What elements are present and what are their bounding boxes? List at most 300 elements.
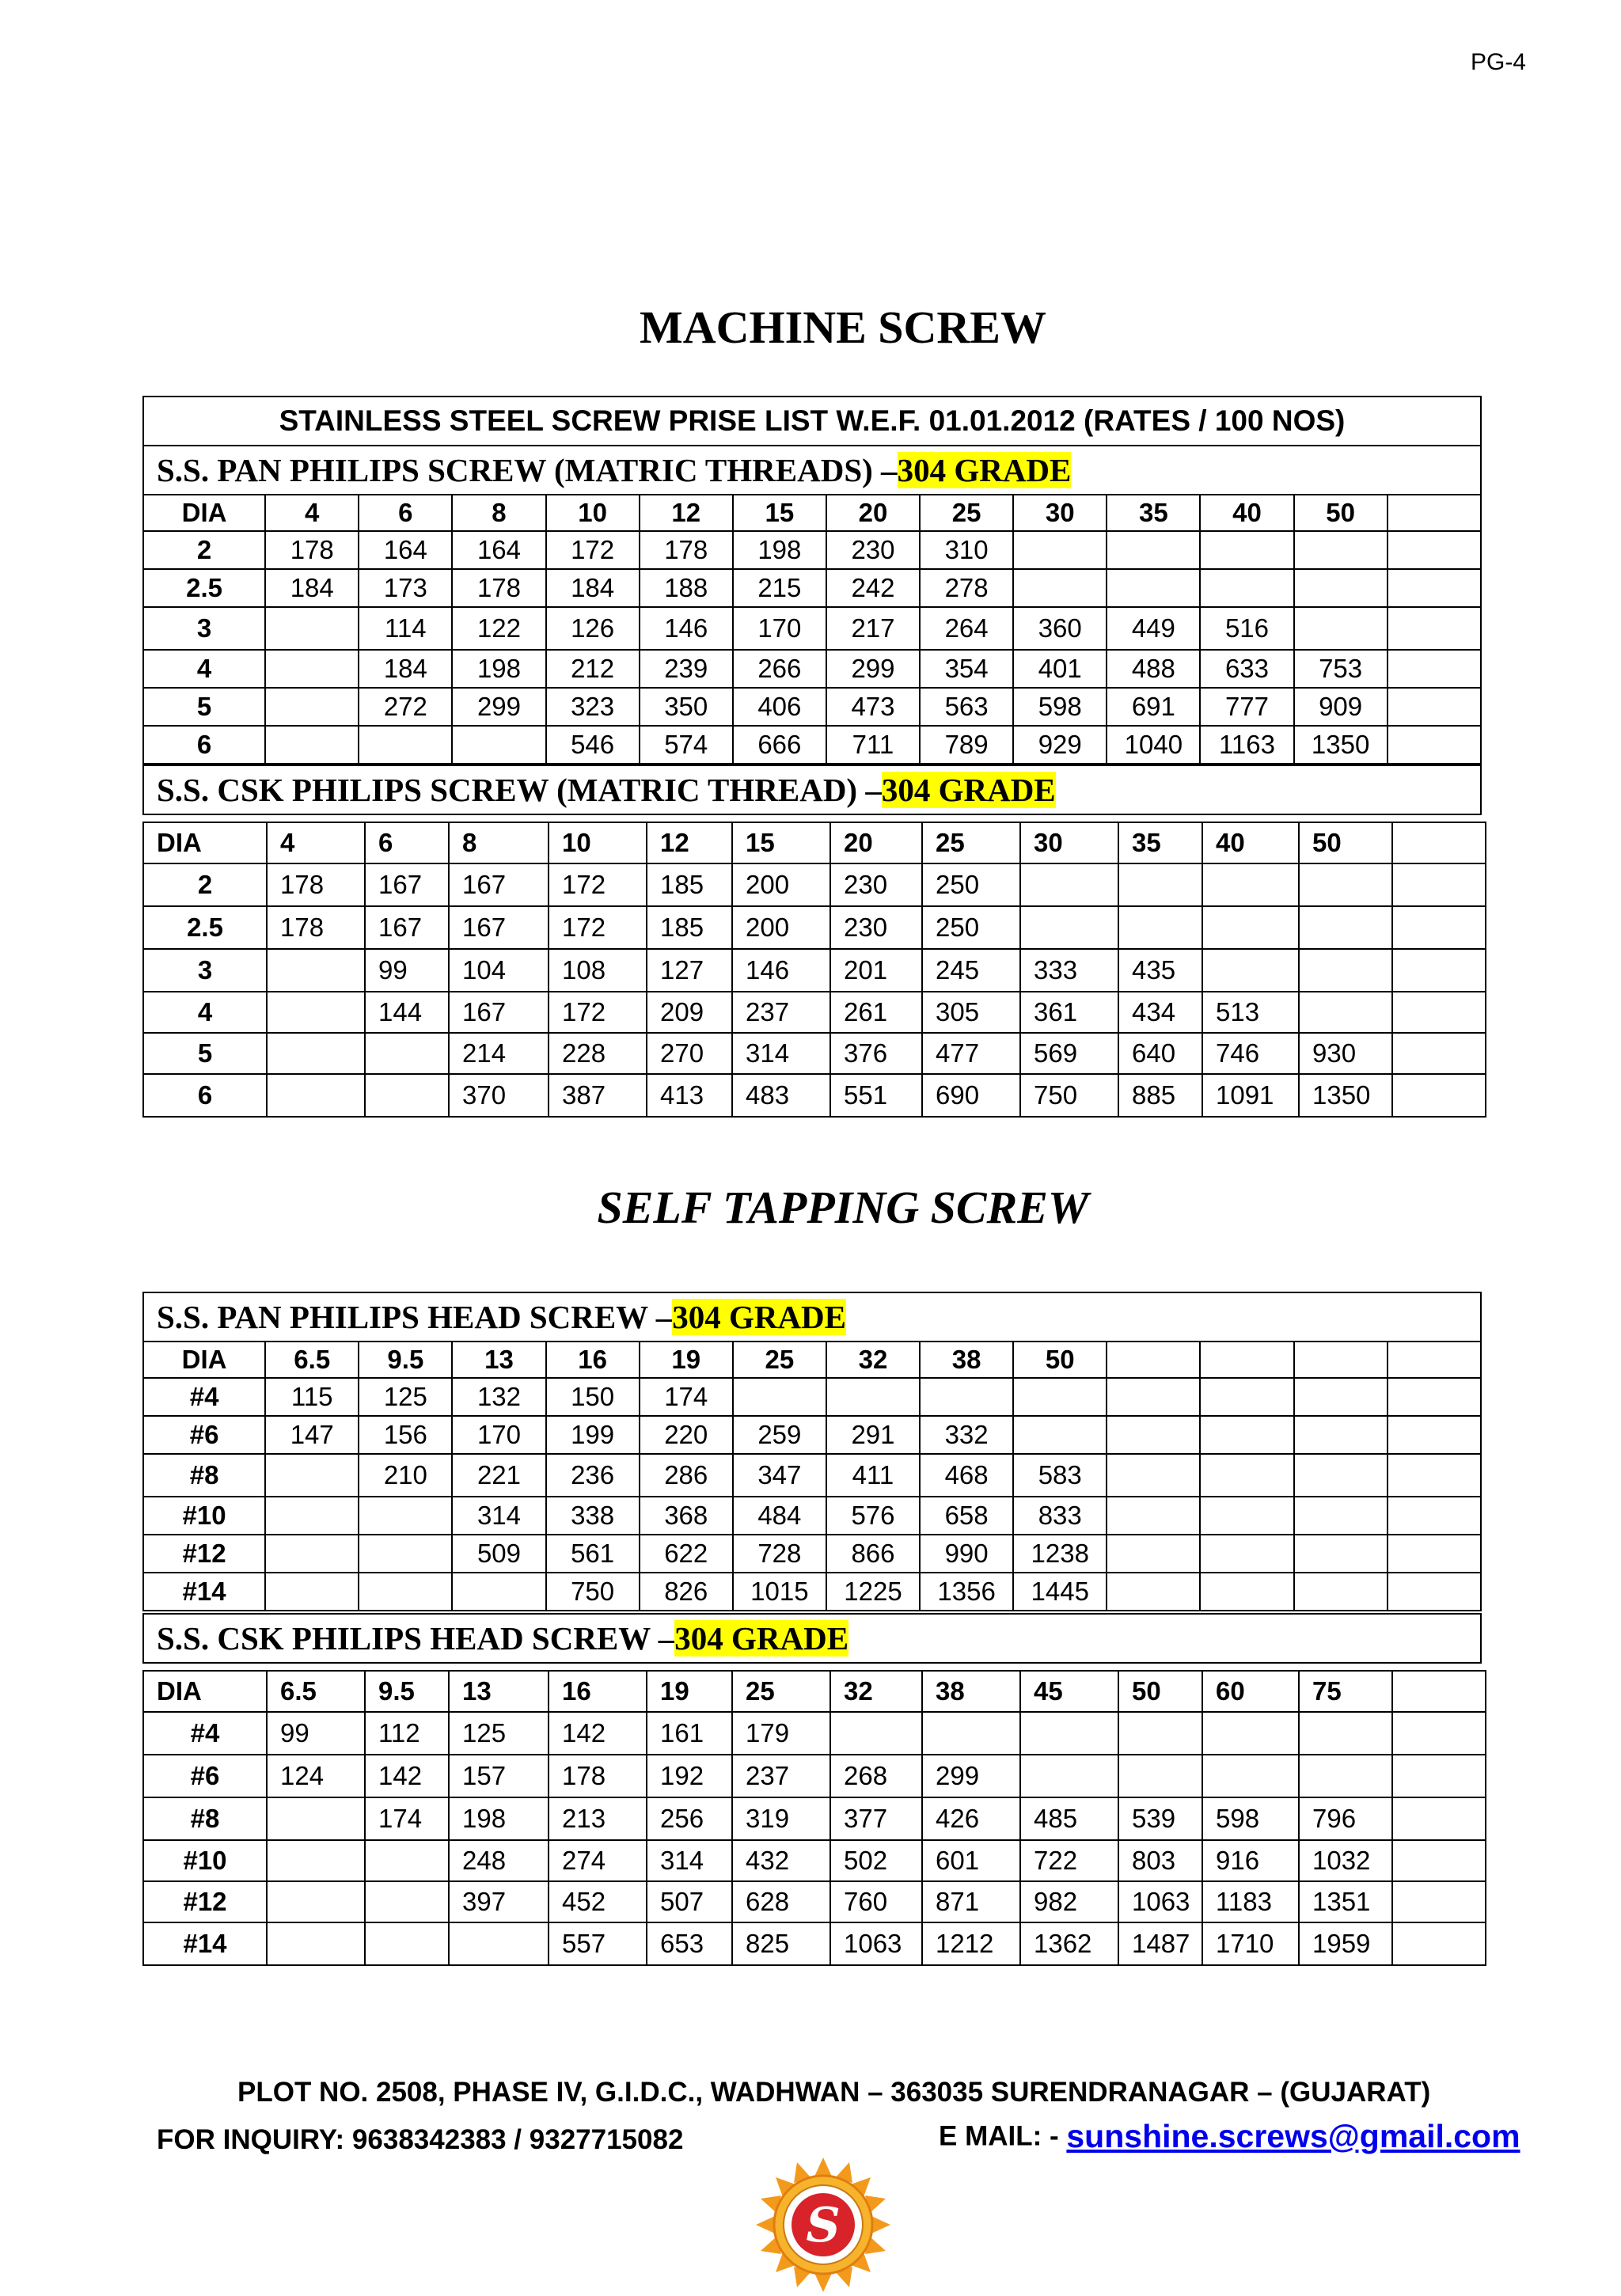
- price-cell: [1020, 1712, 1118, 1755]
- price-cell: 185: [647, 906, 732, 949]
- price-cell: [1299, 992, 1392, 1033]
- length-header: 50: [1013, 1342, 1107, 1378]
- section-title-machine-pan: [142, 445, 1482, 495]
- price-cell: 174: [365, 1797, 449, 1840]
- price-cell: [1392, 992, 1486, 1033]
- price-cell: 150: [546, 1378, 640, 1416]
- price-cell: 146: [640, 607, 733, 650]
- price-cell: 488: [1107, 650, 1200, 688]
- price-cell: 167: [449, 992, 549, 1033]
- price-cell: [1107, 569, 1200, 607]
- price-cell: 866: [826, 1535, 920, 1573]
- dia-header: DIA: [143, 1342, 265, 1378]
- price-cell: [265, 1454, 359, 1497]
- price-cell: 314: [452, 1497, 545, 1535]
- price-cell: 201: [830, 949, 922, 992]
- grade-highlight: 304 GRADE: [674, 1620, 849, 1657]
- price-cell: 299: [922, 1755, 1020, 1797]
- price-cell: 185: [647, 863, 732, 906]
- price-cell: [1392, 1797, 1486, 1840]
- price-cell: 173: [359, 569, 452, 607]
- price-cell: 413: [647, 1074, 732, 1117]
- price-cell: [265, 1497, 359, 1535]
- price-cell: [265, 1573, 359, 1611]
- length-header: 32: [826, 1342, 920, 1378]
- price-cell: 256: [647, 1797, 732, 1840]
- price-cell: 1350: [1294, 726, 1388, 764]
- grade-highlight: 304 GRADE: [881, 772, 1056, 808]
- length-header: 25: [920, 495, 1013, 531]
- price-cell: [1299, 949, 1392, 992]
- page-number: PG-4: [1470, 49, 1526, 75]
- price-cell: [1294, 1535, 1388, 1573]
- price-cell: [1107, 531, 1200, 569]
- price-cell: [1392, 1755, 1486, 1797]
- dia-cell: #6: [143, 1755, 267, 1797]
- price-cell: 885: [1118, 1074, 1202, 1117]
- price-cell: [1392, 1712, 1486, 1755]
- dia-cell: 2: [143, 531, 265, 569]
- price-cell: 871: [922, 1881, 1020, 1922]
- table-row: [143, 1881, 1486, 1922]
- price-cell: [1200, 569, 1293, 607]
- price-cell: [1294, 1573, 1388, 1611]
- machine-csk-table: [142, 822, 1486, 1118]
- price-cell: 354: [920, 650, 1013, 688]
- price-cell: 633: [1200, 650, 1293, 688]
- price-cell: 215: [733, 569, 826, 607]
- self-tapping-screw-title: SELF TAPPING SCREW: [597, 1182, 1089, 1233]
- price-cell: 1356: [920, 1573, 1013, 1611]
- price-cell: [1392, 906, 1486, 949]
- table-row: [143, 1755, 1486, 1797]
- dia-cell: #4: [143, 1378, 265, 1416]
- price-cell: 278: [920, 569, 1013, 607]
- price-cell: [1013, 531, 1107, 569]
- price-cell: [1107, 1535, 1200, 1573]
- price-cell: 198: [452, 650, 545, 688]
- price-cell: 507: [647, 1881, 732, 1922]
- price-cell: 1350: [1299, 1074, 1392, 1117]
- price-cell: [1294, 531, 1388, 569]
- price-cell: 323: [546, 688, 640, 726]
- price-cell: 1959: [1299, 1922, 1392, 1965]
- price-cell: 170: [733, 607, 826, 650]
- length-header: [1392, 822, 1486, 863]
- price-cell: 1063: [830, 1922, 922, 1965]
- price-cell: [267, 1797, 365, 1840]
- price-cell: 916: [1202, 1840, 1299, 1881]
- price-cell: [267, 949, 365, 992]
- price-cell: 319: [732, 1797, 830, 1840]
- price-cell: 245: [922, 949, 1020, 992]
- price-cell: 583: [1013, 1454, 1107, 1497]
- footer-inquiry: FOR INQUIRY: 9638342383 / 9327715082: [157, 2124, 684, 2155]
- price-cell: 1238: [1013, 1535, 1107, 1573]
- price-cell: [265, 726, 359, 764]
- price-cell: 546: [546, 726, 640, 764]
- section-label: S.S. CSK PHILIPS HEAD SCREW –: [157, 1620, 675, 1657]
- table-row: [143, 1454, 1481, 1497]
- table-row: [143, 569, 1481, 607]
- price-cell: 114: [359, 607, 452, 650]
- table-row: [143, 1497, 1481, 1535]
- dia-cell: 6: [143, 726, 265, 764]
- price-cell: [1107, 1573, 1200, 1611]
- price-cell: 314: [647, 1840, 732, 1881]
- price-cell: [1200, 531, 1293, 569]
- table-row: [143, 1712, 1486, 1755]
- length-header: 10: [549, 822, 647, 863]
- svg-text:S: S: [806, 2198, 841, 2253]
- table-row: [143, 1573, 1481, 1611]
- length-header: 6.5: [267, 1671, 365, 1712]
- price-cell: 200: [732, 906, 830, 949]
- price-cell: 377: [830, 1797, 922, 1840]
- dia-cell: #12: [143, 1881, 267, 1922]
- price-cell: 274: [549, 1840, 647, 1881]
- price-cell: 370: [449, 1074, 549, 1117]
- section-title-self-pan: [142, 1292, 1482, 1342]
- price-cell: [1392, 949, 1486, 992]
- price-cell: 314: [732, 1033, 830, 1074]
- price-cell: 167: [365, 906, 449, 949]
- email-label: E MAIL: -: [939, 2120, 1059, 2152]
- length-header: 15: [732, 822, 830, 863]
- price-cell: [267, 1881, 365, 1922]
- price-cell: 172: [549, 863, 647, 906]
- length-header: 19: [640, 1342, 733, 1378]
- price-cell: 99: [365, 949, 449, 992]
- length-header: 50: [1299, 822, 1392, 863]
- length-header: 20: [830, 822, 922, 863]
- price-cell: 250: [922, 906, 1020, 949]
- length-header: [1107, 1342, 1200, 1378]
- price-cell: 172: [549, 906, 647, 949]
- price-cell: [1013, 1416, 1107, 1454]
- price-cell: 264: [920, 607, 1013, 650]
- section-title-machine-csk: [142, 765, 1482, 815]
- price-cell: [830, 1712, 922, 1755]
- dia-cell: #10: [143, 1497, 265, 1535]
- price-cell: 406: [733, 688, 826, 726]
- dia-cell: #4: [143, 1712, 267, 1755]
- price-cell: 291: [826, 1416, 920, 1454]
- price-cell: 242: [826, 569, 920, 607]
- price-cell: 368: [640, 1497, 733, 1535]
- length-header: [1200, 1342, 1293, 1378]
- price-cell: [359, 1573, 452, 1611]
- price-cell: 108: [549, 949, 647, 992]
- price-cell: 574: [640, 726, 733, 764]
- price-cell: 1710: [1202, 1922, 1299, 1965]
- price-cell: 144: [365, 992, 449, 1033]
- price-cell: 272: [359, 688, 452, 726]
- price-cell: 286: [640, 1454, 733, 1497]
- price-cell: [1202, 863, 1299, 906]
- footer-address: PLOT NO. 2508, PHASE IV, G.I.D.C., WADHWAN – 363035 SURENDRANAGAR – (GUJARAT): [237, 2077, 1431, 2108]
- price-cell: [452, 726, 545, 764]
- length-header: 13: [449, 1671, 549, 1712]
- price-cell: [1388, 726, 1481, 764]
- dia-cell: #8: [143, 1797, 267, 1840]
- machine-pan-table: [142, 494, 1482, 765]
- price-cell: 653: [647, 1922, 732, 1965]
- price-cell: 1362: [1020, 1922, 1118, 1965]
- price-cell: 569: [1020, 1033, 1118, 1074]
- price-cell: 452: [549, 1881, 647, 1922]
- price-cell: 598: [1202, 1797, 1299, 1840]
- self-csk-table: [142, 1670, 1486, 1966]
- price-cell: 142: [365, 1755, 449, 1797]
- price-cell: 237: [732, 992, 830, 1033]
- price-cell: 1163: [1200, 726, 1293, 764]
- price-cell: 826: [640, 1573, 733, 1611]
- dia-cell: #14: [143, 1922, 267, 1965]
- table-row: [143, 1378, 1481, 1416]
- dia-cell: #6: [143, 1416, 265, 1454]
- length-header: 25: [732, 1671, 830, 1712]
- length-header: 19: [647, 1671, 732, 1712]
- price-cell: 929: [1013, 726, 1107, 764]
- price-cell: 601: [922, 1840, 1020, 1881]
- price-cell: [1020, 906, 1118, 949]
- length-header: [1388, 495, 1481, 531]
- price-cell: 746: [1202, 1033, 1299, 1074]
- length-header: 6: [365, 822, 449, 863]
- dia-header: DIA: [143, 1671, 267, 1712]
- price-cell: 198: [449, 1797, 549, 1840]
- length-header: 6.5: [265, 1342, 359, 1378]
- dia-cell: #14: [143, 1573, 265, 1611]
- price-cell: [1388, 607, 1481, 650]
- price-cell: 990: [920, 1535, 1013, 1573]
- price-cell: 213: [549, 1797, 647, 1840]
- price-cell: 485: [1020, 1797, 1118, 1840]
- price-cell: 434: [1118, 992, 1202, 1033]
- price-cell: 99: [267, 1712, 365, 1755]
- price-cell: [267, 1840, 365, 1881]
- price-cell: [365, 1922, 449, 1965]
- price-cell: 198: [733, 531, 826, 569]
- price-cell: 305: [922, 992, 1020, 1033]
- price-cell: 132: [452, 1378, 545, 1416]
- price-cell: [267, 1922, 365, 1965]
- price-cell: [365, 1881, 449, 1922]
- price-cell: [1200, 1416, 1293, 1454]
- price-cell: [1392, 1840, 1486, 1881]
- price-cell: [1294, 607, 1388, 650]
- price-cell: [267, 992, 365, 1033]
- price-cell: [1200, 1378, 1293, 1416]
- length-header: 38: [922, 1671, 1020, 1712]
- price-cell: 104: [449, 949, 549, 992]
- price-cell: [1392, 1881, 1486, 1922]
- length-header: 30: [1020, 822, 1118, 863]
- price-cell: [1020, 1755, 1118, 1797]
- price-cell: 1032: [1299, 1840, 1392, 1881]
- dia-cell: 3: [143, 607, 265, 650]
- price-cell: 435: [1118, 949, 1202, 992]
- table-row: [143, 1535, 1481, 1573]
- price-cell: 299: [826, 650, 920, 688]
- price-cell: [265, 607, 359, 650]
- price-cell: 484: [733, 1497, 826, 1535]
- price-cell: 502: [830, 1840, 922, 1881]
- price-cell: 789: [920, 726, 1013, 764]
- dia-cell: 5: [143, 1033, 267, 1074]
- price-cell: [1388, 1378, 1481, 1416]
- price-cell: 125: [359, 1378, 452, 1416]
- price-cell: 803: [1118, 1840, 1202, 1881]
- price-cell: 156: [359, 1416, 452, 1454]
- price-cell: [1392, 1922, 1486, 1965]
- price-cell: [1388, 1573, 1481, 1611]
- price-cell: 161: [647, 1712, 732, 1755]
- price-cell: [1294, 1454, 1388, 1497]
- price-cell: 690: [922, 1074, 1020, 1117]
- price-cell: 164: [359, 531, 452, 569]
- dia-cell: #12: [143, 1535, 265, 1573]
- price-cell: 167: [365, 863, 449, 906]
- price-cell: [1299, 1755, 1392, 1797]
- footer-email: [939, 2118, 1520, 2155]
- machine-screw-title: MACHINE SCREW: [640, 302, 1046, 353]
- price-cell: [922, 1712, 1020, 1755]
- price-cell: [1388, 650, 1481, 688]
- length-header: 60: [1202, 1671, 1299, 1712]
- price-cell: 449: [1107, 607, 1200, 650]
- grade-highlight: 304 GRADE: [897, 452, 1072, 488]
- price-cell: 248: [449, 1840, 549, 1881]
- price-cell: 982: [1020, 1881, 1118, 1922]
- price-cell: [365, 1840, 449, 1881]
- price-cell: 1015: [733, 1573, 826, 1611]
- price-cell: 266: [733, 650, 826, 688]
- price-cell: 184: [359, 650, 452, 688]
- length-header: 13: [452, 1342, 545, 1378]
- length-header: 6: [359, 495, 452, 531]
- header-row: [143, 1342, 1481, 1378]
- price-cell: 350: [640, 688, 733, 726]
- price-cell: [1118, 906, 1202, 949]
- price-cell: 833: [1013, 1497, 1107, 1535]
- price-cell: [826, 1378, 920, 1416]
- length-header: 4: [267, 822, 365, 863]
- price-cell: 753: [1294, 650, 1388, 688]
- length-header: 40: [1202, 822, 1299, 863]
- price-cell: [359, 1497, 452, 1535]
- price-cell: 777: [1200, 688, 1293, 726]
- table-row: [143, 863, 1486, 906]
- price-cell: 561: [546, 1535, 640, 1573]
- price-cell: 221: [452, 1454, 545, 1497]
- price-cell: 796: [1299, 1797, 1392, 1840]
- price-cell: 310: [920, 531, 1013, 569]
- price-cell: 1212: [922, 1922, 1020, 1965]
- price-cell: 483: [732, 1074, 830, 1117]
- price-cell: [1388, 688, 1481, 726]
- dia-header: DIA: [143, 822, 267, 863]
- price-cell: 230: [830, 906, 922, 949]
- dia-cell: #8: [143, 1454, 265, 1497]
- section-label: S.S. CSK PHILIPS SCREW (MATRIC THREAD) –: [157, 772, 882, 808]
- price-cell: 728: [733, 1535, 826, 1573]
- price-cell: [1388, 531, 1481, 569]
- dia-cell: #10: [143, 1840, 267, 1881]
- price-cell: 125: [449, 1712, 549, 1755]
- length-header: 50: [1294, 495, 1388, 531]
- price-cell: 172: [549, 992, 647, 1033]
- table-row: [143, 607, 1481, 650]
- price-cell: 477: [922, 1033, 1020, 1074]
- price-cell: 236: [546, 1454, 640, 1497]
- price-cell: [733, 1378, 826, 1416]
- email-link[interactable]: sunshine.screws@gmail.com: [1066, 2118, 1520, 2154]
- length-header: 20: [826, 495, 920, 531]
- price-cell: [1118, 1712, 1202, 1755]
- price-cell: [1020, 863, 1118, 906]
- price-cell: 691: [1107, 688, 1200, 726]
- price-cell: 178: [640, 531, 733, 569]
- price-cell: 333: [1020, 949, 1118, 992]
- price-cell: 640: [1118, 1033, 1202, 1074]
- price-cell: 426: [922, 1797, 1020, 1840]
- length-header: 35: [1118, 822, 1202, 863]
- dia-cell: 2: [143, 863, 267, 906]
- price-cell: [265, 650, 359, 688]
- price-cell: [265, 1535, 359, 1573]
- table-row: [143, 1033, 1486, 1074]
- price-cell: 239: [640, 650, 733, 688]
- price-cell: 170: [452, 1416, 545, 1454]
- price-cell: 200: [732, 863, 830, 906]
- price-cell: 124: [267, 1755, 365, 1797]
- price-cell: [267, 1033, 365, 1074]
- price-cell: 1183: [1202, 1881, 1299, 1922]
- price-cell: 387: [549, 1074, 647, 1117]
- length-header: 8: [449, 822, 549, 863]
- length-header: 50: [1118, 1671, 1202, 1712]
- length-header: 16: [546, 1342, 640, 1378]
- price-cell: 199: [546, 1416, 640, 1454]
- price-cell: 179: [732, 1712, 830, 1755]
- price-cell: 178: [452, 569, 545, 607]
- price-cell: 174: [640, 1378, 733, 1416]
- price-cell: 268: [830, 1755, 922, 1797]
- price-cell: 237: [732, 1755, 830, 1797]
- price-cell: [267, 1074, 365, 1117]
- dia-cell: 2.5: [143, 569, 265, 607]
- length-header: 38: [920, 1342, 1013, 1378]
- price-cell: 539: [1118, 1797, 1202, 1840]
- dia-cell: 5: [143, 688, 265, 726]
- price-cell: 509: [452, 1535, 545, 1573]
- price-cell: 250: [922, 863, 1020, 906]
- price-cell: 122: [452, 607, 545, 650]
- price-cell: 210: [359, 1454, 452, 1497]
- price-cell: 551: [830, 1074, 922, 1117]
- price-cell: 338: [546, 1497, 640, 1535]
- price-cell: 214: [449, 1033, 549, 1074]
- header-row: [143, 822, 1486, 863]
- price-cell: [1107, 1378, 1200, 1416]
- price-cell: [359, 1535, 452, 1573]
- price-list-title: STAINLESS STEEL SCREW PRISE LIST W.E.F. 01.01.2012 (RATES / 100 NOS): [142, 396, 1482, 446]
- price-cell: 220: [640, 1416, 733, 1454]
- price-cell: 126: [546, 607, 640, 650]
- length-header: [1294, 1342, 1388, 1378]
